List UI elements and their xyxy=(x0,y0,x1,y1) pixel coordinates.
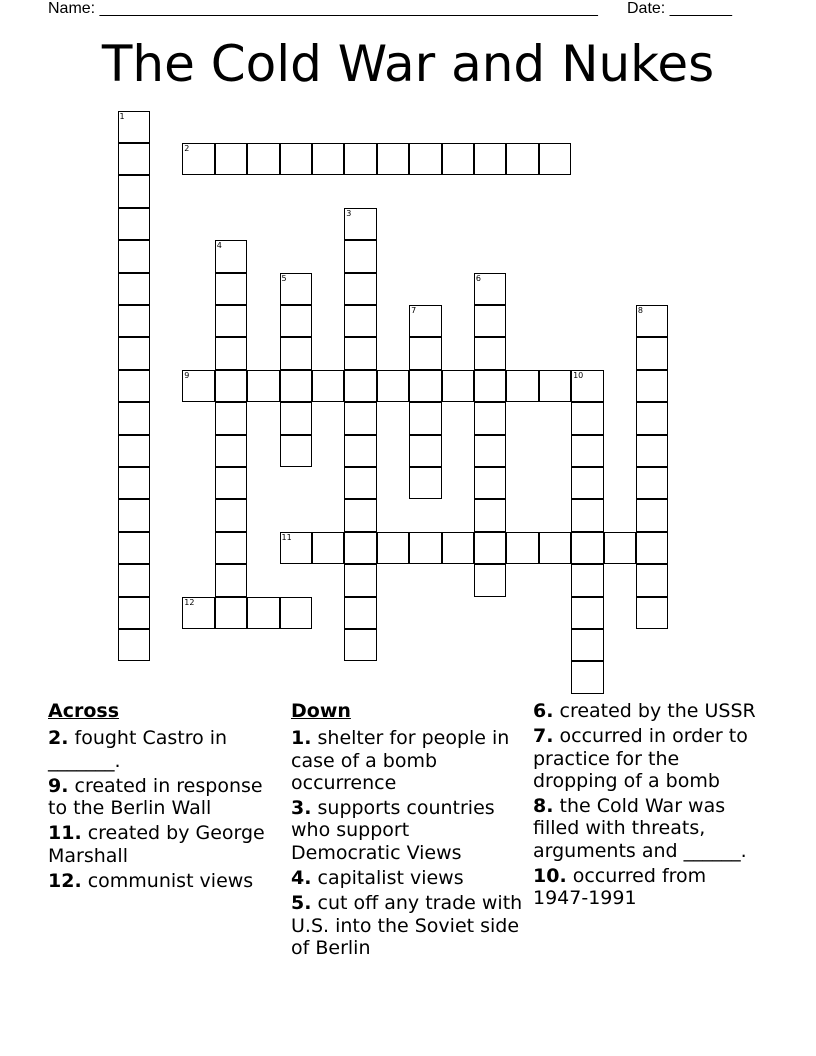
grid-cell[interactable] xyxy=(474,305,507,338)
grid-cell[interactable] xyxy=(474,435,507,468)
grid-cell[interactable] xyxy=(280,435,313,468)
down-clues-continued xyxy=(533,700,763,913)
grid-cell[interactable] xyxy=(539,532,572,565)
grid-cell[interactable] xyxy=(215,337,248,370)
grid-cell[interactable] xyxy=(280,402,313,435)
grid-cell[interactable] xyxy=(215,564,248,597)
grid-cell[interactable] xyxy=(506,143,539,176)
cell-number: 4 xyxy=(216,241,222,251)
grid-cell[interactable] xyxy=(215,597,248,630)
grid-cell[interactable] xyxy=(409,532,442,565)
clue-number: 7. xyxy=(533,725,554,748)
grid-cell[interactable] xyxy=(571,467,604,500)
grid-cell[interactable] xyxy=(118,597,151,630)
grid-cell[interactable] xyxy=(118,143,151,176)
across-clues xyxy=(48,700,278,895)
grid-cell[interactable] xyxy=(280,370,313,403)
grid-cell[interactable] xyxy=(280,532,313,565)
grid-cell[interactable] xyxy=(474,402,507,435)
grid-cell[interactable] xyxy=(474,532,507,565)
clue-number: 4. xyxy=(291,867,312,890)
clue-text: occurred from 1947-1991 xyxy=(533,865,707,910)
grid-cell[interactable] xyxy=(215,532,248,565)
grid-cell[interactable] xyxy=(280,597,313,630)
date-field[interactable]: Date: _______ xyxy=(627,0,732,17)
grid-cell[interactable] xyxy=(344,499,377,532)
grid-cell[interactable] xyxy=(506,532,539,565)
grid-cell[interactable] xyxy=(344,305,377,338)
grid-cell[interactable] xyxy=(118,273,151,306)
grid-cell[interactable] xyxy=(118,532,151,565)
grid-cell[interactable] xyxy=(636,402,669,435)
clue-down-4 xyxy=(291,867,523,889)
clue-number: 1. xyxy=(291,727,312,750)
clue-text: created by the USSR xyxy=(559,700,756,722)
grid-cell[interactable] xyxy=(409,337,442,370)
clue-down-1 xyxy=(291,727,523,794)
grid-cell[interactable] xyxy=(312,143,345,176)
clue-across-2 xyxy=(48,727,278,772)
cell-number: 2 xyxy=(184,143,190,153)
grid-cell[interactable] xyxy=(636,564,669,597)
clue-text: fought Castro in _______. xyxy=(48,727,228,772)
cell-number: 12 xyxy=(184,597,195,607)
clue-text: created by George Marshall xyxy=(48,822,265,867)
clue-text: the Cold War was filled with threats, arguments and ______. xyxy=(533,795,747,862)
clue-number: 12. xyxy=(48,870,82,893)
clue-number: 9. xyxy=(48,774,69,797)
grid-cell[interactable] xyxy=(344,370,377,403)
grid-cell[interactable] xyxy=(409,467,442,500)
grid-cell[interactable] xyxy=(215,402,248,435)
grid-cell[interactable] xyxy=(215,499,248,532)
grid-cell[interactable] xyxy=(474,467,507,500)
grid-cell[interactable] xyxy=(118,564,151,597)
grid-cell[interactable] xyxy=(474,143,507,176)
grid-cell[interactable] xyxy=(636,532,669,565)
clue-text: shelter for people in case of a bomb occurrence xyxy=(291,727,510,794)
grid-cell[interactable] xyxy=(118,240,151,273)
clue-text: cut off any trade with U.S. into the Soviet side of Berlin xyxy=(291,892,523,959)
grid-cell[interactable] xyxy=(118,467,151,500)
cell-number: 11 xyxy=(281,532,292,542)
page-title: The Cold War and Nukes xyxy=(101,35,715,93)
clue-number: 10. xyxy=(533,865,567,888)
grid-cell[interactable] xyxy=(409,305,442,338)
grid-cell[interactable] xyxy=(409,435,442,468)
cell-number: 7 xyxy=(411,305,417,315)
grid-cell[interactable] xyxy=(571,597,604,630)
clue-text: capitalist views xyxy=(317,867,464,890)
grid-cell[interactable] xyxy=(571,661,604,694)
grid-cell[interactable] xyxy=(280,305,313,338)
grid-cell[interactable] xyxy=(636,467,669,500)
grid-cell[interactable] xyxy=(442,532,475,565)
grid-cell[interactable] xyxy=(604,532,637,565)
clue-text: occurred in order to practice for the dropping of a bomb xyxy=(533,725,748,792)
down-heading: Down xyxy=(291,700,351,722)
cell-number: 8 xyxy=(637,305,643,315)
clue-down-3 xyxy=(291,797,523,864)
grid-cell[interactable] xyxy=(539,143,572,176)
clue-down-8 xyxy=(533,795,763,862)
grid-cell[interactable] xyxy=(571,532,604,565)
grid-cell[interactable] xyxy=(247,143,280,176)
grid-cell[interactable] xyxy=(636,597,669,630)
grid-cell[interactable] xyxy=(442,370,475,403)
grid-cell[interactable] xyxy=(571,402,604,435)
clue-down-10 xyxy=(533,865,763,910)
grid-cell[interactable] xyxy=(571,629,604,662)
clue-text: supports countries who support Democratic Views xyxy=(291,797,495,864)
grid-cell[interactable] xyxy=(344,629,377,662)
down-clues xyxy=(291,700,523,962)
grid-cell[interactable] xyxy=(636,435,669,468)
grid-cell[interactable] xyxy=(571,499,604,532)
grid-cell[interactable] xyxy=(215,143,248,176)
cell-number: 1 xyxy=(119,111,125,121)
across-heading: Across xyxy=(48,700,120,722)
grid-cell[interactable] xyxy=(571,370,604,403)
clue-across-9 xyxy=(48,775,278,820)
grid-cell[interactable] xyxy=(636,337,669,370)
clue-number: 2. xyxy=(48,727,69,750)
grid-cell[interactable] xyxy=(312,532,345,565)
cell-number: 5 xyxy=(281,273,287,283)
grid-cell[interactable] xyxy=(182,597,215,630)
clue-text: created in response to the Berlin Wall xyxy=(48,774,263,820)
clue-number: 8. xyxy=(533,795,554,818)
grid-cell[interactable] xyxy=(182,370,215,403)
grid-cell[interactable] xyxy=(344,435,377,468)
cell-number: 3 xyxy=(346,208,352,218)
grid-cell[interactable] xyxy=(118,208,151,241)
grid-cell[interactable] xyxy=(344,273,377,306)
clue-down-6 xyxy=(533,700,763,722)
clue-number: 6. xyxy=(533,700,554,722)
grid-cell[interactable] xyxy=(474,337,507,370)
clue-text: communist views xyxy=(87,870,254,893)
grid-cell[interactable] xyxy=(474,370,507,403)
grid-cell[interactable] xyxy=(506,370,539,403)
grid-cell[interactable] xyxy=(215,435,248,468)
grid-cell[interactable] xyxy=(118,305,151,338)
grid-cell[interactable] xyxy=(636,370,669,403)
grid-cell[interactable] xyxy=(118,370,151,403)
grid-cell[interactable] xyxy=(280,273,313,306)
grid-cell[interactable] xyxy=(118,337,151,370)
grid-cell[interactable] xyxy=(215,370,248,403)
grid-cell[interactable] xyxy=(636,305,669,338)
grid-cell[interactable] xyxy=(539,370,572,403)
clue-down-5 xyxy=(291,892,523,959)
grid-cell[interactable] xyxy=(636,499,669,532)
grid-cell[interactable] xyxy=(409,402,442,435)
grid-cell[interactable] xyxy=(344,532,377,565)
grid-cell[interactable] xyxy=(344,337,377,370)
grid-cell[interactable] xyxy=(312,370,345,403)
grid-cell[interactable] xyxy=(118,499,151,532)
grid-cell[interactable] xyxy=(474,564,507,597)
grid-cell[interactable] xyxy=(280,143,313,176)
grid-cell[interactable] xyxy=(118,629,151,662)
grid-cell[interactable] xyxy=(118,111,151,144)
grid-cell[interactable] xyxy=(409,370,442,403)
grid-cell[interactable] xyxy=(474,273,507,306)
cell-number: 10 xyxy=(573,370,584,380)
grid-cell[interactable] xyxy=(344,467,377,500)
grid-cell[interactable] xyxy=(571,564,604,597)
grid-cell[interactable] xyxy=(280,337,313,370)
grid-cell[interactable] xyxy=(344,564,377,597)
grid-cell[interactable] xyxy=(344,402,377,435)
clue-down-7 xyxy=(533,725,763,792)
grid-cell[interactable] xyxy=(377,143,410,176)
grid-cell[interactable] xyxy=(247,597,280,630)
cell-number: 6 xyxy=(475,273,481,283)
grid-cell[interactable] xyxy=(118,435,151,468)
clue-number: 5. xyxy=(291,892,312,915)
grid-cell[interactable] xyxy=(247,370,280,403)
grid-cell[interactable] xyxy=(571,435,604,468)
grid-cell[interactable] xyxy=(215,240,248,273)
grid-cell[interactable] xyxy=(215,273,248,306)
grid-cell[interactable] xyxy=(377,532,410,565)
grid-cell[interactable] xyxy=(215,467,248,500)
grid-cell[interactable] xyxy=(344,240,377,273)
grid-cell[interactable] xyxy=(442,143,475,176)
grid-cell[interactable] xyxy=(344,143,377,176)
grid-cell[interactable] xyxy=(118,175,151,208)
grid-cell[interactable] xyxy=(182,143,215,176)
name-field[interactable]: Name: ________________________________________________________ xyxy=(48,0,598,17)
clue-across-11 xyxy=(48,822,278,867)
clue-number: 3. xyxy=(291,797,312,820)
grid-cell[interactable] xyxy=(118,402,151,435)
grid-cell[interactable] xyxy=(344,208,377,241)
grid-cell[interactable] xyxy=(377,370,410,403)
grid-cell[interactable] xyxy=(474,499,507,532)
clue-across-12 xyxy=(48,870,278,892)
grid-cell[interactable] xyxy=(409,143,442,176)
grid-cell[interactable] xyxy=(215,305,248,338)
cell-number: 9 xyxy=(184,370,190,380)
grid-cell[interactable] xyxy=(344,597,377,630)
clue-number: 11. xyxy=(48,822,82,845)
